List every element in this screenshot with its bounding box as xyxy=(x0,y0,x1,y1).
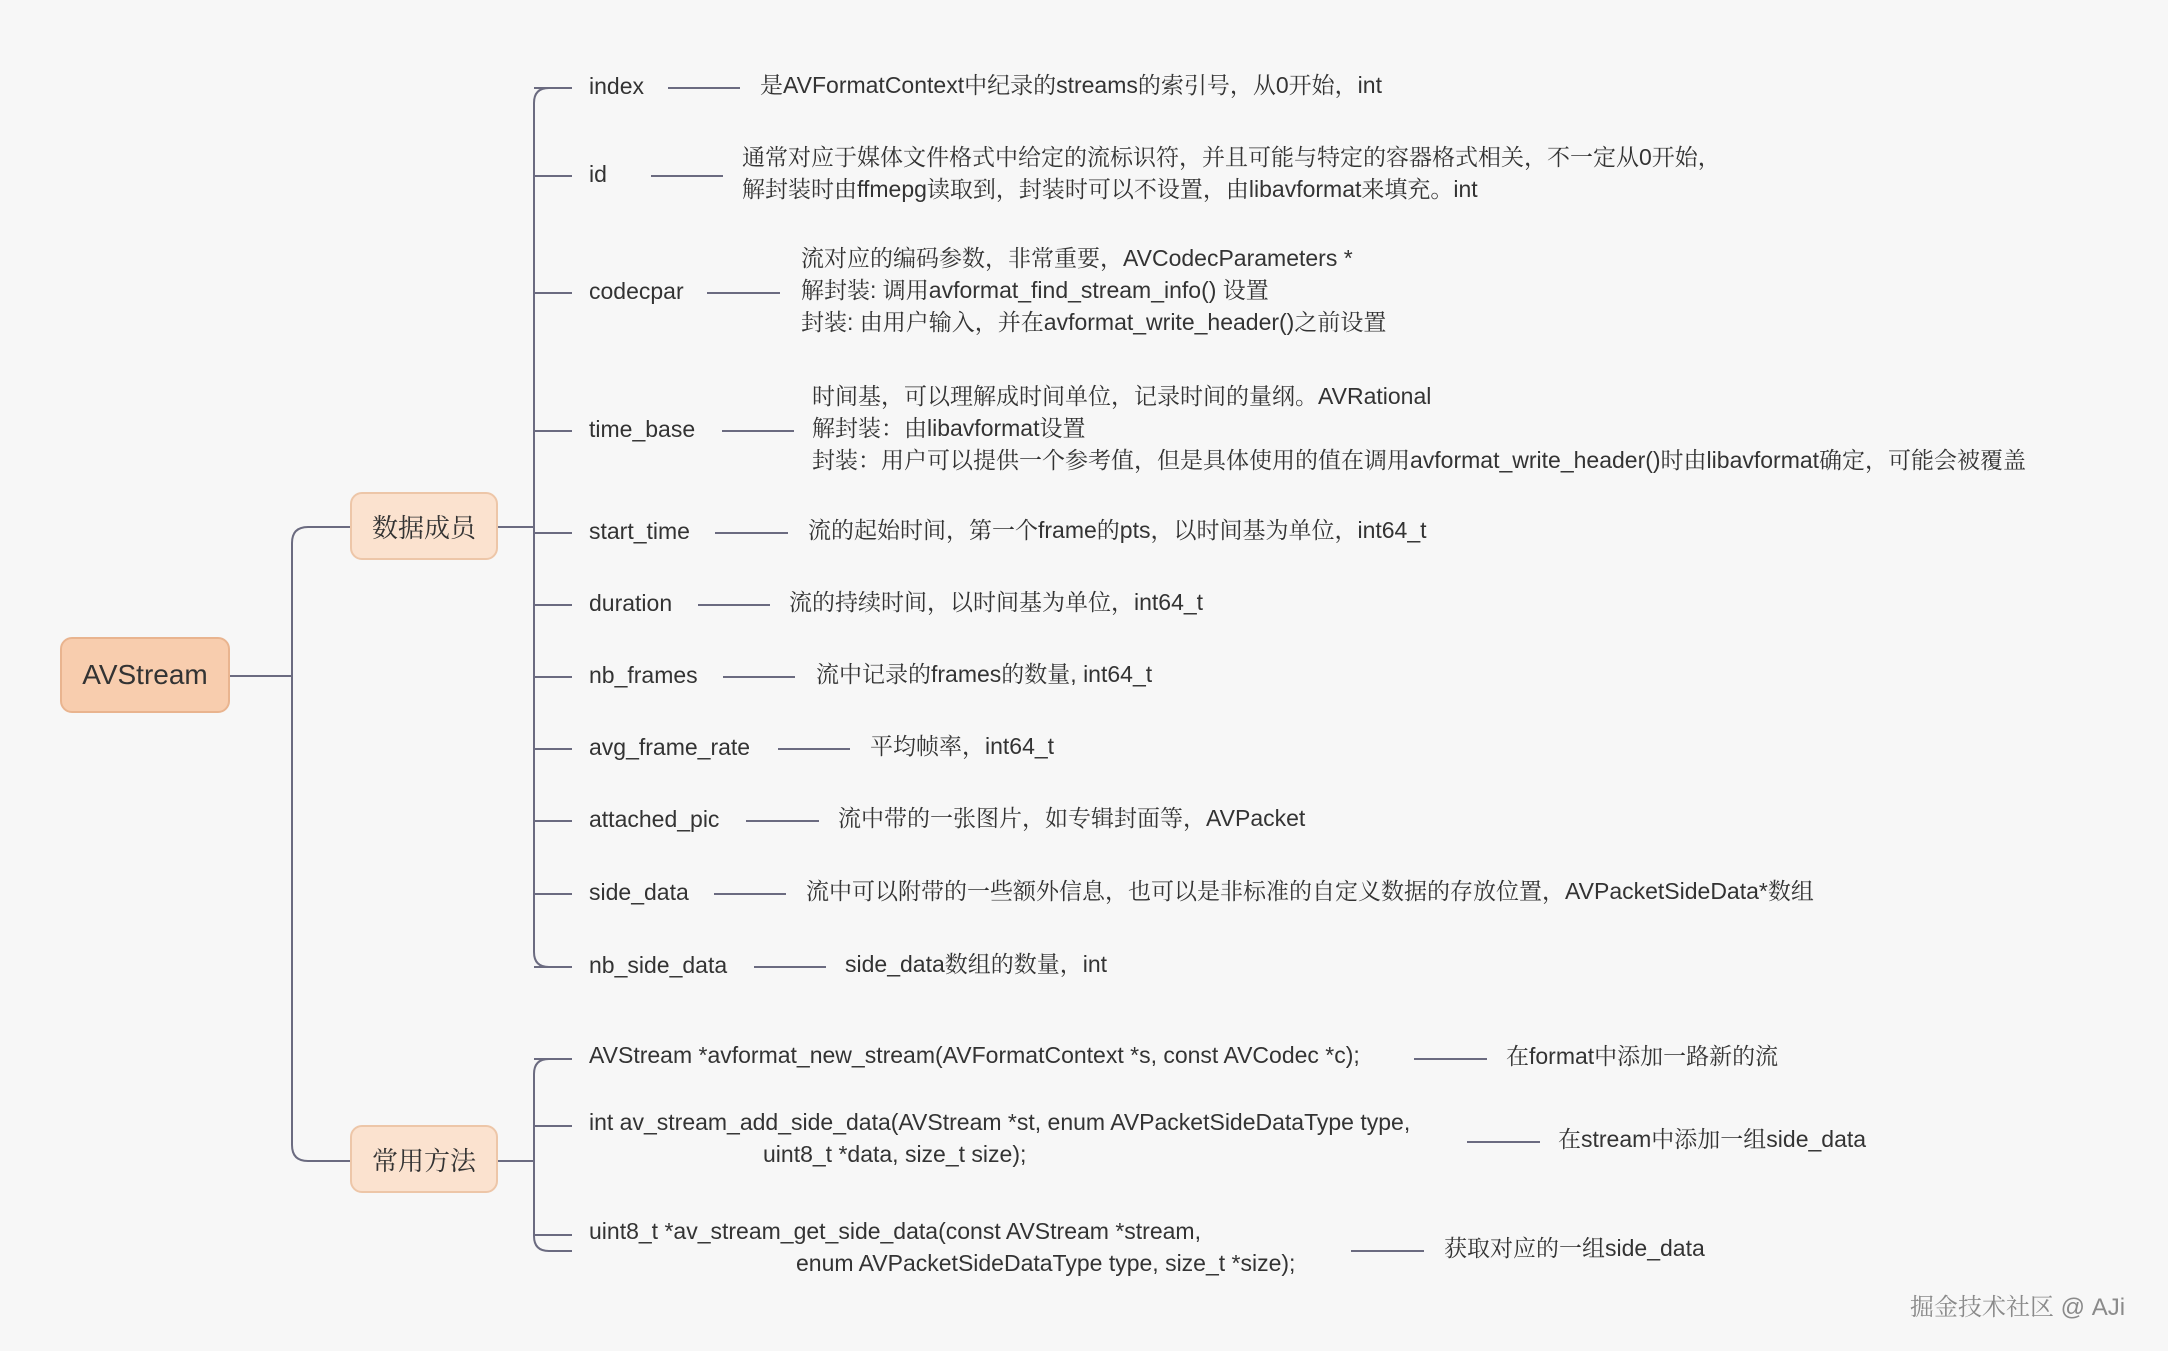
members-trunk xyxy=(534,88,572,967)
member-description: 时间基，可以理解成时间单位，记录时间的量纲。AVRational xyxy=(812,383,1432,409)
member-name: id xyxy=(589,161,607,187)
member-description: 流的持续时间，以时间基为单位，int64_t xyxy=(789,589,1204,615)
member-description: 解封装：由libavformat设置 xyxy=(812,415,1086,441)
member-description: 是AVFormatContext中纪录的streams的索引号，从0开始，int xyxy=(760,72,1382,98)
watermark: 掘金技术社区 @ AJi xyxy=(1910,1294,2126,1321)
member-name: codecpar xyxy=(589,278,684,304)
member-description: 封装: 由用户输入，并在avformat_write_header()之前设置 xyxy=(801,309,1387,335)
member-name: nb_frames xyxy=(589,662,698,688)
category-label: 常用方法 xyxy=(371,1145,476,1176)
member-description: 封装：用户可以提供一个参考值，但是具体使用的值在调用avformat_write_header()时由libavformat确定，可能会被覆盖 xyxy=(812,447,2027,473)
trunk-connector xyxy=(292,527,350,1161)
member-description: 流中记录的frames的数量, int64_t xyxy=(816,661,1153,687)
method-description: 在stream中添加一组side_data xyxy=(1558,1126,1867,1152)
category-common-methods[interactable] xyxy=(350,1125,498,1193)
member-name: start_time xyxy=(589,518,690,544)
category-label: 数据成员 xyxy=(371,512,476,543)
member-description: 流中带的一张图片，如专辑封面等，AVPacket xyxy=(838,805,1306,831)
method-signature: uint8_t *av_stream_get_side_data(const AVStream *stream, xyxy=(589,1218,1201,1244)
method-signature: int av_stream_add_side_data(AVStream *st, enum AVPacketSideDataType type, xyxy=(589,1109,1411,1135)
member-name: attached_pic xyxy=(589,806,720,832)
member-description: 通常对应于媒体文件格式中给定的流标识符，并且可能与特定的容器格式相关，不一定从0开始， xyxy=(742,144,1721,170)
member-description: 解封装时由ffmepg读取到，封装时可以不设置，由libavformat来填充。int xyxy=(742,176,1478,202)
method-description: 在format中添加一路新的流 xyxy=(1506,1043,1779,1069)
root-node[interactable] xyxy=(60,637,230,713)
method-description: 获取对应的一组side_data xyxy=(1444,1235,1705,1261)
member-name: side_data xyxy=(589,879,689,905)
member-name: avg_frame_rate xyxy=(589,734,751,760)
member-description: 流中可以附带的一些额外信息，也可以是非标准的自定义数据的存放位置，AVPacketSideData*数组 xyxy=(806,878,1814,904)
root-label: AVStream xyxy=(82,659,208,690)
member-description: side_data数组的数量，int xyxy=(845,951,1108,977)
method-signature: AVStream *avformat_new_stream(AVFormatContext *s, const AVCodec *c); xyxy=(589,1042,1360,1068)
member-description: 流的起始时间，第一个frame的pts，以时间基为单位，int64_t xyxy=(808,517,1427,543)
member-name: nb_side_data xyxy=(589,952,728,978)
member-name: duration xyxy=(589,590,673,616)
method-signature: enum AVPacketSideDataType type, size_t *size); xyxy=(796,1250,1296,1276)
methods-trunk xyxy=(534,1059,572,1251)
member-description: 解封装: 调用avformat_find_stream_info() 设置 xyxy=(801,277,1269,303)
member-name: time_base xyxy=(589,416,696,442)
method-signature: uint8_t *data, size_t size); xyxy=(763,1141,1027,1167)
member-name: index xyxy=(589,73,644,99)
member-description: 流对应的编码参数，非常重要，AVCodecParameters * xyxy=(801,245,1353,271)
category-data-members[interactable] xyxy=(350,492,498,560)
member-description: 平均帧率，int64_t xyxy=(870,733,1055,759)
